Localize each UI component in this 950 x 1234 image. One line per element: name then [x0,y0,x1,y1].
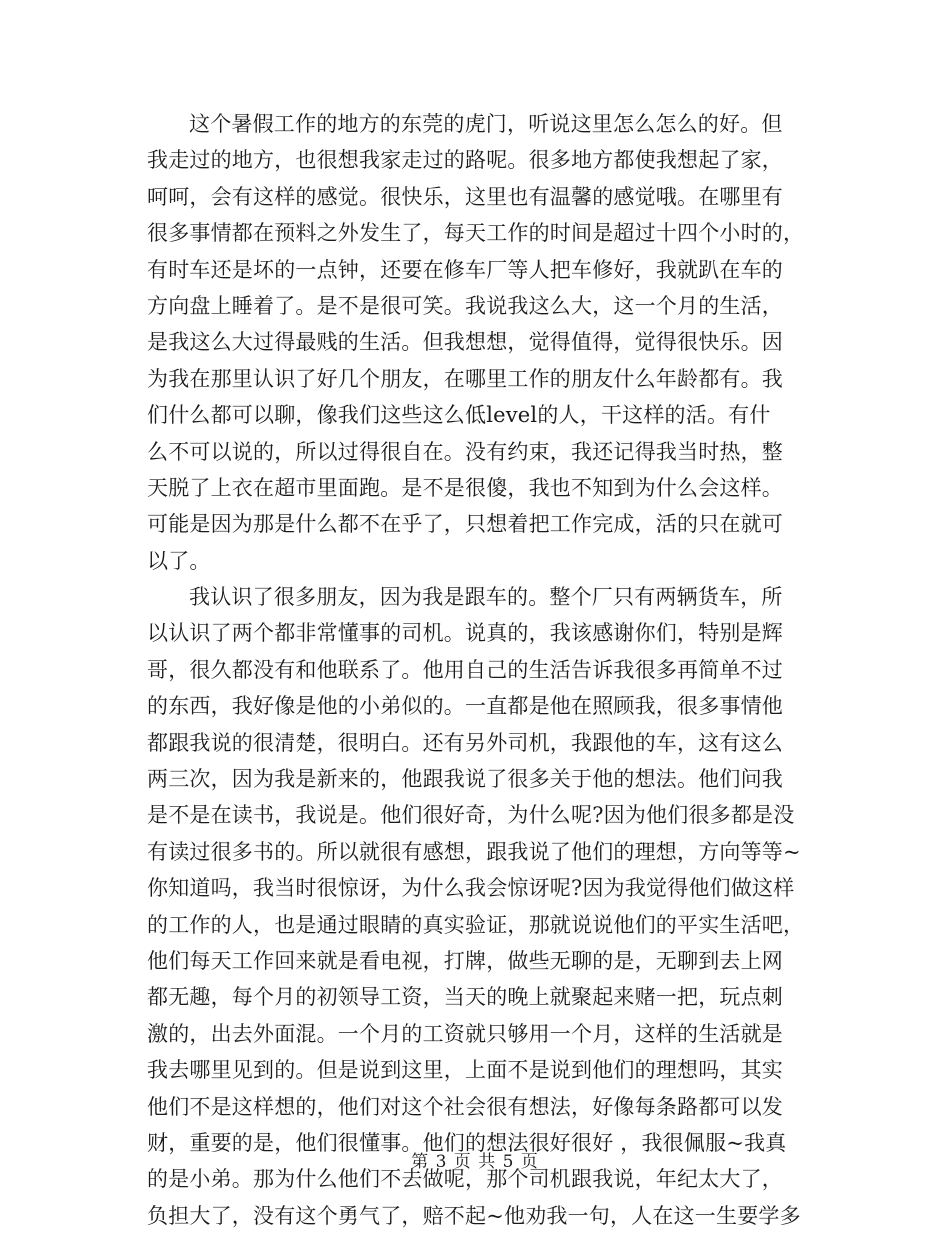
text-line: 两三次，因为我是新来的，他跟我说了很多关于他的想法。他们问我 [147,767,783,792]
paragraph-2 [147,579,807,1234]
text-line: 他们不是这样想的，他们对这个社会很有想法，好像每条路都可以发 [147,1094,783,1119]
text-line: 我认识了很多朋友，因为我是跟车的。整个厂只有两辆货车，所 [189,585,783,610]
text-line: 天脱了上衣在超市里面跑。是不是很傻，我也不知到为什么会这样。 [147,475,783,500]
text-line: 我去哪里见到的。但是说到这里，上面不是说到他们的理想吗，其实 [147,1058,783,1083]
page-footer: 第 3 页 共 5 页 [411,1152,539,1172]
text-line: 这个暑假工作的地方的东莞的虎门，听说这里怎么怎么的好。但 [189,112,783,136]
text-line: 都无趣，每个月的初领导工资，当天的晚上就聚起来赌一把，玩点刺 [147,985,783,1010]
text-line: 的东西，我好像是他的小弟似的。一直都是他在照顾我，很多事情他 [147,694,783,719]
text-line: 以了。 [147,548,211,573]
text-line: 哥，很久都没有和他联系了。他用自己的生活告诉我很多再简单不过 [147,657,783,682]
text-line: 我走过的地方，也很想我家走过的路呢。很多地方都使我想起了家， [147,148,783,173]
text-line: 么不可以说的，所以过得很自在。没有约束，我还记得我当时热，整 [147,439,783,464]
text-line: 有时车还是坏的一点钟，还要在修车厂等人把车修好，我就趴在车的 [147,257,783,282]
text-line: 你知道吗，我当时很惊讶，为什么我会惊讶呢?因为我觉得他们做这样 [147,876,795,901]
text-line: 激的，出去外面混。一个月的工资就只够用一个月，这样的生活就是 [147,1021,783,1046]
text-line: 很多事情都在预料之外发生了，每天工作的时间是超过十四个小时的， [147,221,805,246]
text-line: 方向盘上睡着了。是不是很可笑。我说我这么大，这一个月的生活， [147,293,783,318]
text-line: 为我在那里认识了好几个朋友，在哪里工作的朋友什么年龄都有。我 [147,366,783,391]
text-line: 都跟我说的很清楚，很明白。还有另外司机，我跟他的车，这有这么 [147,730,783,755]
text-line: 以认识了两个都非常懂事的司机。说真的，我该感谢你们，特别是辉 [147,621,783,646]
text-line: 呵呵，会有这样的感觉。很快乐，这里也有温馨的感觉哦。在哪里有 [147,184,783,209]
text-line: 财，重要的是，他们很懂事。他们的想法很好很好 ，我很佩服~我真 [147,1130,787,1155]
text-line: 们什么都可以聊，像我们这些这么低level的人，干这样的活。有什 [147,403,771,428]
text-line: 的工作的人，也是通过眼睛的真实验证，那就说说他们的平实生活吧， [147,912,805,937]
text-line: 有读过很多书的。所以就很有感想，跟我说了他们的理想，方向等等~ [147,839,801,864]
text-line: 的是小弟。那为什么他们不去做呢，那个司机跟我说，年纪太大了， [147,1167,783,1192]
text-line: 他们每天工作回来就是看电视，打牌，做些无聊的是，无聊到去上网 [147,948,783,973]
document-body [147,106,807,1234]
text-line: 负担大了，没有这个勇气了，赔不起~他劝我一句，人在这一生要学多 [147,1203,801,1228]
text-line: 是不是在读书，我说是。他们很好奇，为什么呢?因为他们很多都是没 [147,803,795,828]
text-line: 可能是因为那是什么都不在乎了，只想着把工作完成，活的只在就可 [147,512,783,537]
paragraph-1 [147,106,807,579]
text-line: 是我这么大过得最贱的生活。但我想想，觉得值得，觉得很快乐。因 [147,330,783,355]
